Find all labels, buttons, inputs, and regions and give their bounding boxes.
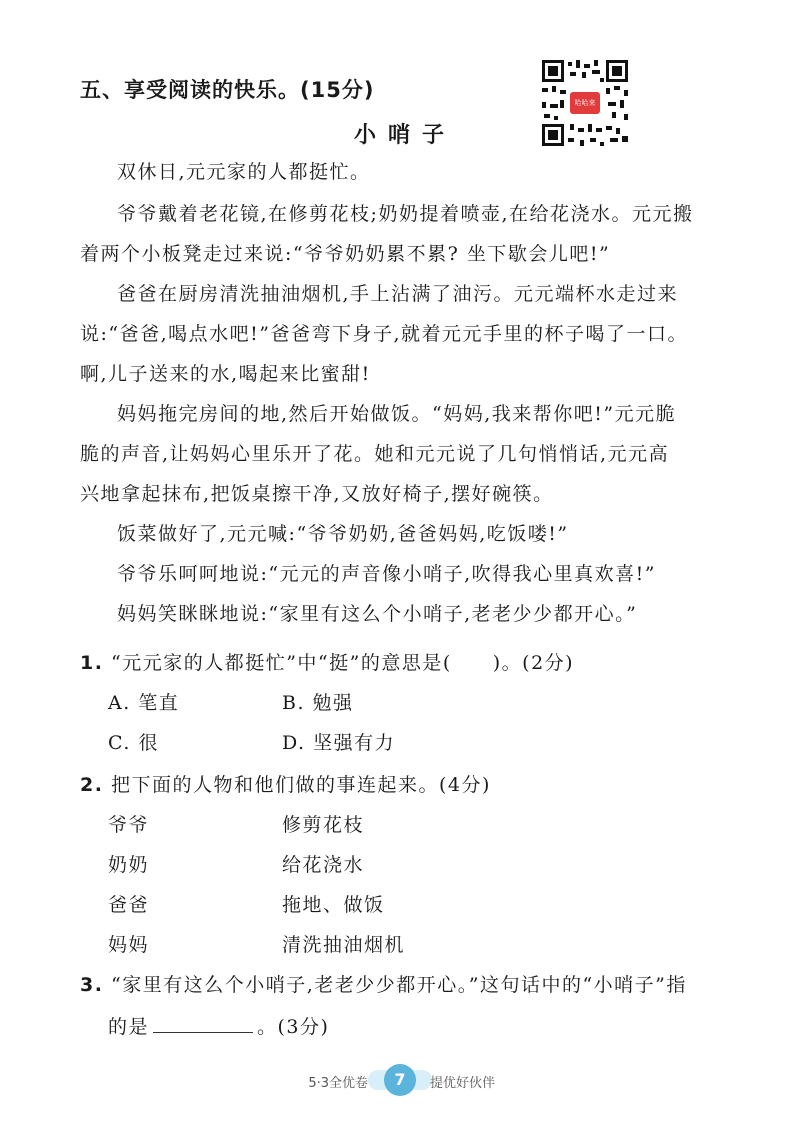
page-footer	[0, 1064, 800, 1098]
answer-blank[interactable]	[153, 1031, 253, 1033]
qr-badge-label: 哈哈来	[574, 99, 596, 107]
person-item[interactable]: 爷爷	[108, 814, 150, 836]
question-text: 。(3分)	[257, 1016, 330, 1038]
story-line: 说:“爸爸,喝点水吧!”爸爸弯下身子,就着元元手里的杯子喝了一口。	[80, 323, 689, 345]
story-title: 小哨子	[353, 122, 456, 148]
qr-code[interactable]	[540, 58, 630, 148]
story-line: 爷爷戴着老花镜,在修剪花枝;奶奶提着喷壶,在给花浇水。元元搬	[117, 203, 694, 225]
story-line: 饭菜做好了,元元喊:“爷爷奶奶,爸爸妈妈,吃饭喽!”	[117, 523, 569, 545]
page-number: 7	[384, 1064, 416, 1096]
story-line: 双休日,元元家的人都挺忙。	[117, 161, 371, 183]
story-line: 爷爷乐呵呵地说:“元元的声音像小哨子,吹得我心里真欢喜!”	[117, 563, 657, 585]
question-number: 1.	[80, 652, 104, 674]
footer-slogan: 提优好伙伴	[430, 1076, 496, 1091]
task-item[interactable]: 拖地、做饭	[282, 894, 385, 916]
option-c[interactable]: C. 很	[108, 732, 159, 754]
person-item[interactable]: 妈妈	[108, 934, 150, 956]
story-line: 啊,儿子送来的水,喝起来比蜜甜!	[80, 363, 371, 385]
option-b[interactable]: B. 勉强	[282, 692, 354, 714]
question-text: “元元家的人都挺忙”中“挺”的意思是( )。(2分)	[111, 652, 575, 674]
question-3	[80, 970, 687, 997]
story-line: 兴地拿起抹布,把饭桌擦干净,又放好椅子,摆好碗筷。	[80, 483, 554, 505]
question-text: “家里有这么个小哨子,老老少少都开心。”这句话中的“小哨子”指	[111, 974, 687, 996]
person-item[interactable]: 奶奶	[108, 854, 150, 876]
question-text: 的是	[108, 1016, 150, 1038]
story-line: 爸爸在厨房清洗抽油烟机,手上沾满了油污。元元端杯水走过来	[117, 283, 679, 305]
story-line: 着两个小板凳走过来说:“爷爷奶奶累不累? 坐下歇会儿吧!”	[80, 243, 611, 265]
footer-brand: 5·3全优卷	[308, 1076, 368, 1091]
task-item[interactable]: 修剪花枝	[282, 814, 365, 836]
task-item[interactable]: 给花浇水	[282, 854, 365, 876]
option-a[interactable]: A. 笔直	[108, 692, 180, 714]
question-text: 把下面的人物和他们做的事连起来。(4分)	[111, 774, 491, 796]
option-d[interactable]: D. 坚强有力	[282, 732, 396, 754]
person-item[interactable]: 爸爸	[108, 894, 150, 916]
story-line: 脆的声音,让妈妈心里乐开了花。她和元元说了几句悄悄话,元元高	[80, 443, 670, 465]
story-line: 妈妈拖完房间的地,然后开始做饭。“妈妈,我来帮你吧!”元元脆	[117, 403, 677, 425]
question-1	[80, 648, 574, 675]
question-number: 2.	[80, 774, 104, 796]
task-item[interactable]: 清洗抽油烟机	[282, 934, 406, 956]
question-2	[80, 770, 491, 797]
section-title: 五、享受阅读的快乐。(15分)	[80, 78, 375, 102]
story-line: 妈妈笑眯眯地说:“家里有这么个小哨子,老老少少都开心。”	[117, 603, 638, 625]
question-number: 3.	[80, 974, 104, 996]
question-3-line-2	[108, 1012, 329, 1039]
